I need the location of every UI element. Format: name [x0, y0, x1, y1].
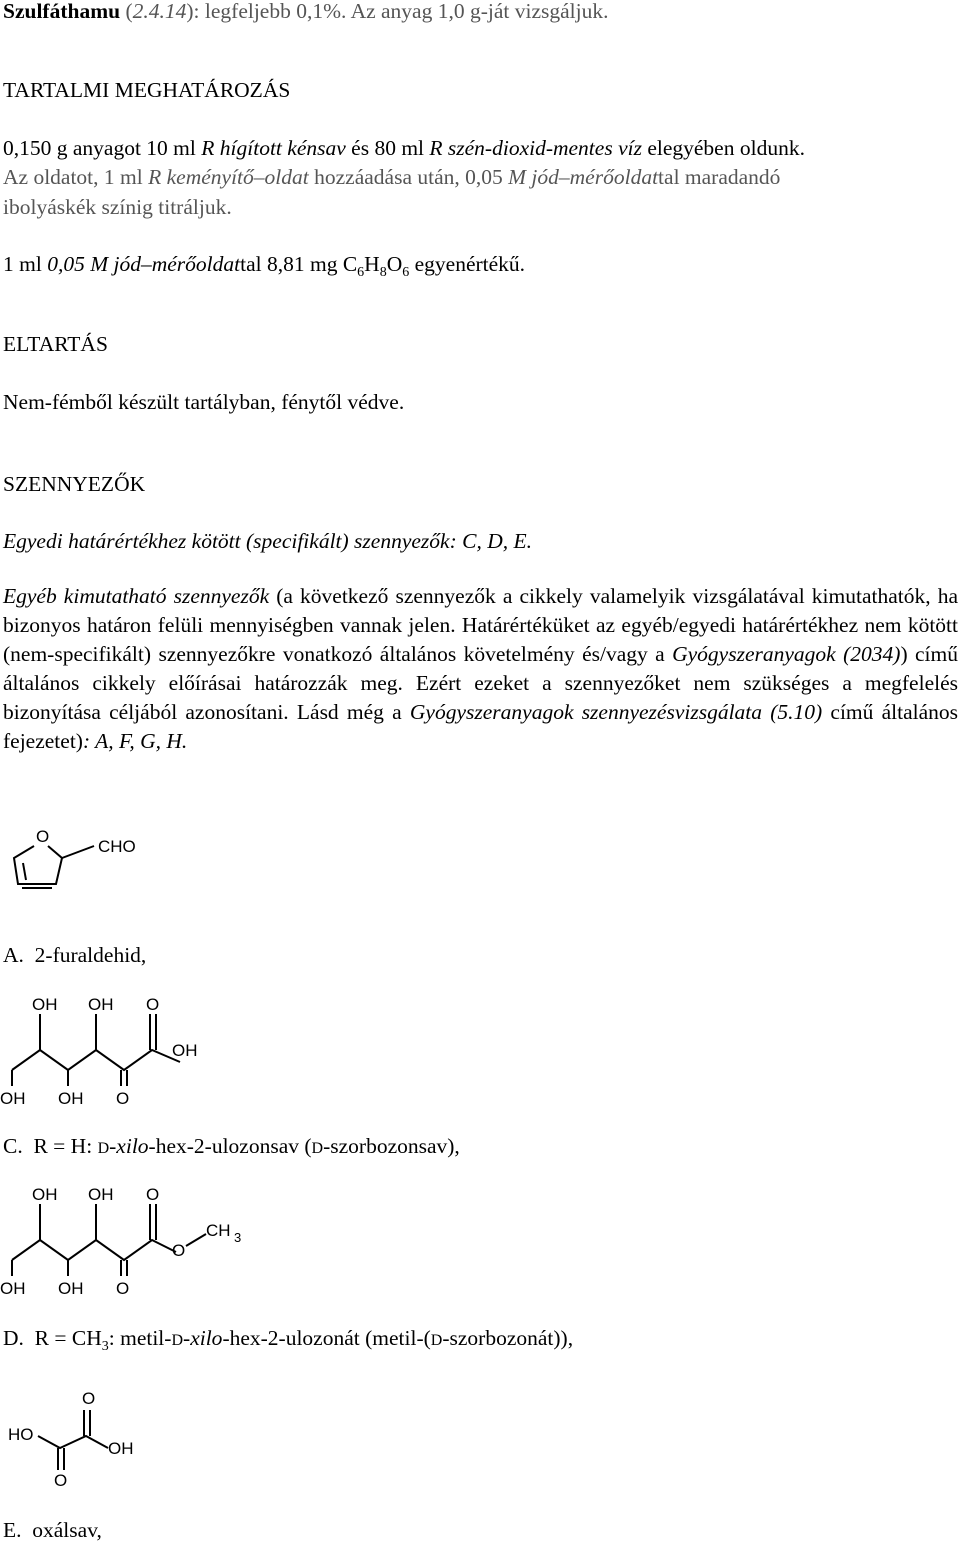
svg-text:O: O — [116, 1279, 130, 1298]
sulfated-ash-line: Szulfáthamu (2.4.14): legfeljebb 0,1%. Az anyag 1,0 g-ját vizsgáljuk. — [3, 0, 609, 23]
impurity-d-caption: D. $R = CH_3$: metil-D-xilo-hex-2-ulozonát (metil-(D-szorbozonát)), — [3, 1326, 574, 1354]
svg-text:OH: OH — [88, 1185, 114, 1204]
svg-text:O: O — [146, 995, 160, 1014]
svg-text:O: O — [36, 827, 50, 846]
structure-d-methyl-ester — [0, 1180, 260, 1300]
svg-text:CHO: CHO — [98, 837, 136, 856]
impurities-heading: SZENNYEZŐK — [3, 472, 146, 496]
impurity-a-name: 2-furaldehid, — [34, 943, 147, 967]
assay-equivalence: 1 ml 0,05 M jód–mérőoldattal 8,81 mg $C_6H_8O_6$ egyenértékű. — [3, 252, 526, 280]
assay-paragraph-line-3: ibolyáskék színig titráljuk. — [3, 195, 232, 219]
structure-a-furaldehyde — [0, 818, 200, 898]
svg-text:OH: OH — [88, 995, 114, 1014]
specified-impurities: Egyedi határértékhez kötött (specifikált) szennyezők: C, D, E. — [3, 529, 532, 553]
impurity-e-caption: E. oxálsav, — [3, 1518, 102, 1542]
svg-text:3: 3 — [234, 1230, 242, 1245]
sulfated-ash-label: Szulfáthamu — [3, 0, 121, 23]
svg-text:OH: OH — [32, 995, 58, 1014]
structure-c-hexulosonic-acid — [0, 990, 220, 1110]
svg-text:O: O — [116, 1089, 130, 1108]
svg-text:OH: OH — [0, 1279, 26, 1298]
svg-text:OH: OH — [32, 1185, 58, 1204]
svg-text:OH: OH — [108, 1439, 134, 1458]
svg-text:OH: OH — [58, 1089, 84, 1108]
storage-text: Nem-fémből készült tartályban, fénytől védve. — [3, 390, 405, 414]
svg-text:OH: OH — [58, 1279, 84, 1298]
svg-text:O: O — [172, 1241, 186, 1260]
svg-text:O: O — [82, 1389, 96, 1408]
structure-e-oxalic-acid — [0, 1384, 160, 1494]
sulfated-ash-ref: 2.4.14 — [132, 0, 187, 23]
other-impurities-paragraph: Egyéb kimutatható szennyezők (a következő szennyezők a cikkely valamelyik vizsgálatával kimutathatók, ha bizonyos határon felüli mennyiségben vannak jelen. Határértéküket az egyéb/egyedi határértékhez nem kötött (nem-specifikált) szennyezőkre vonatkozó általános követelmény és/vagy a Gyógyszeranyagok (2034)) című általános cikkely előírásai határozzák meg. Ezért ezeket a szennyezőket nem szükséges a megfelelés bizonyítása céljából azonosítani. Lásd még a Gyógyszeranyagok szennyezésvizsgálata (5.10) című általános fejezetet): A, F, G, H. — [3, 584, 959, 753]
svg-text:O: O — [146, 1185, 160, 1204]
impurity-a-label: A. — [3, 943, 24, 967]
assay-paragraph-line-2: Az oldatot, 1 ml R keményítő–oldat hozzáadása után, 0,05 M jód–mérőoldattal maradandó — [3, 165, 781, 189]
svg-text:HO: HO — [8, 1425, 34, 1444]
impurity-a-caption — [3, 941, 146, 970]
assay-heading: TARTALMI MEGHATÁROZÁS — [3, 78, 291, 102]
assay-paragraph-line-1: 0,150 g anyagot 10 ml R hígított kénsav és 80 ml R szén-dioxid-mentes víz elegyében oldunk. — [3, 136, 805, 160]
svg-text:O: O — [54, 1471, 68, 1490]
svg-text:OH: OH — [172, 1041, 198, 1060]
svg-text:OH: OH — [0, 1089, 26, 1108]
svg-text:CH: CH — [206, 1221, 231, 1240]
storage-heading: ELTARTÁS — [3, 332, 108, 356]
impurity-c-caption: C. R = H: D-xilo-hex-2-ulozonsav (D-szorbozonsav), — [3, 1134, 460, 1158]
sulfated-ash-text: legfeljebb 0,1%. Az anyag 1,0 g-ját vizsgáljuk. — [204, 0, 609, 23]
